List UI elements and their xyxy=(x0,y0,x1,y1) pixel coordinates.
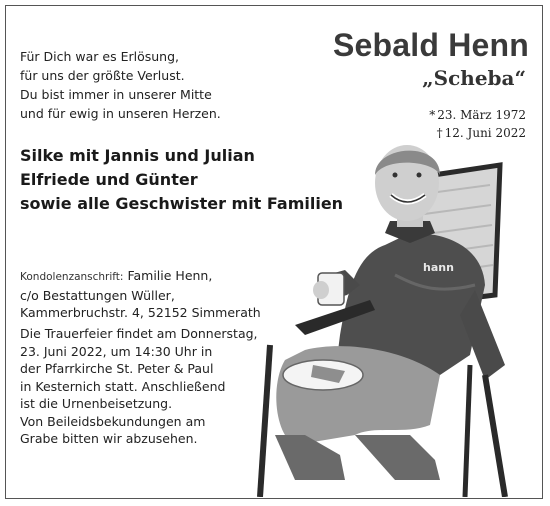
poem-line: und für ewig in unseren Herzen. xyxy=(20,106,221,121)
ceremony-line: Von Beileidsbekundungen am xyxy=(20,413,206,429)
poem xyxy=(20,47,221,123)
jacket-logo: hann xyxy=(423,261,454,274)
ceremony-line: Die Trauerfeier findet am Donnerstag, xyxy=(20,326,258,341)
ceremony-line: ist die Urnenbeisetzung. xyxy=(20,396,173,411)
death-date: 12. Juni 2022 xyxy=(444,126,526,140)
poem-line: Für Dich war es Erlösung, xyxy=(20,49,180,64)
poem-line: Du bist immer in unserer Mitte xyxy=(20,87,212,102)
mourner-line: Silke mit Jannis und Julian xyxy=(20,146,255,165)
birth-symbol-icon: * xyxy=(429,108,436,122)
condolence-address xyxy=(20,267,261,322)
poem-line: für uns der größte Verlust. xyxy=(20,68,185,83)
portrait-photo xyxy=(235,135,540,497)
mourner-line: Elfriede und Günter xyxy=(20,170,198,189)
ceremony-line: 23. Juni 2022, um 14:30 Uhr in xyxy=(20,343,213,359)
ceremony-line: Grabe bitten wir abzusehen. xyxy=(20,431,198,446)
ceremony-line: der Pfarrkirche St. Peter & Paul xyxy=(20,361,214,376)
cross-icon: † xyxy=(436,126,443,140)
deceased-nickname: „Scheba“ xyxy=(422,66,526,90)
address-line: Kammerbruchstr. 4, 52152 Simmerath xyxy=(20,305,261,320)
address-label: Kondolenzanschrift: xyxy=(20,271,124,283)
birth-date: 23. März 1972 xyxy=(437,108,526,122)
ceremony-line: in Kesternich statt. Anschließend xyxy=(20,378,226,394)
birth-date-row xyxy=(429,106,526,124)
address-line: c/o Bestattungen Wüller, xyxy=(20,287,175,303)
address-line: Familie Henn, xyxy=(127,268,213,283)
mourner-line: sowie alle Geschwister mit Familien xyxy=(20,194,344,213)
deceased-name: Sebald Henn xyxy=(332,27,529,63)
ceremony-info xyxy=(20,325,258,448)
